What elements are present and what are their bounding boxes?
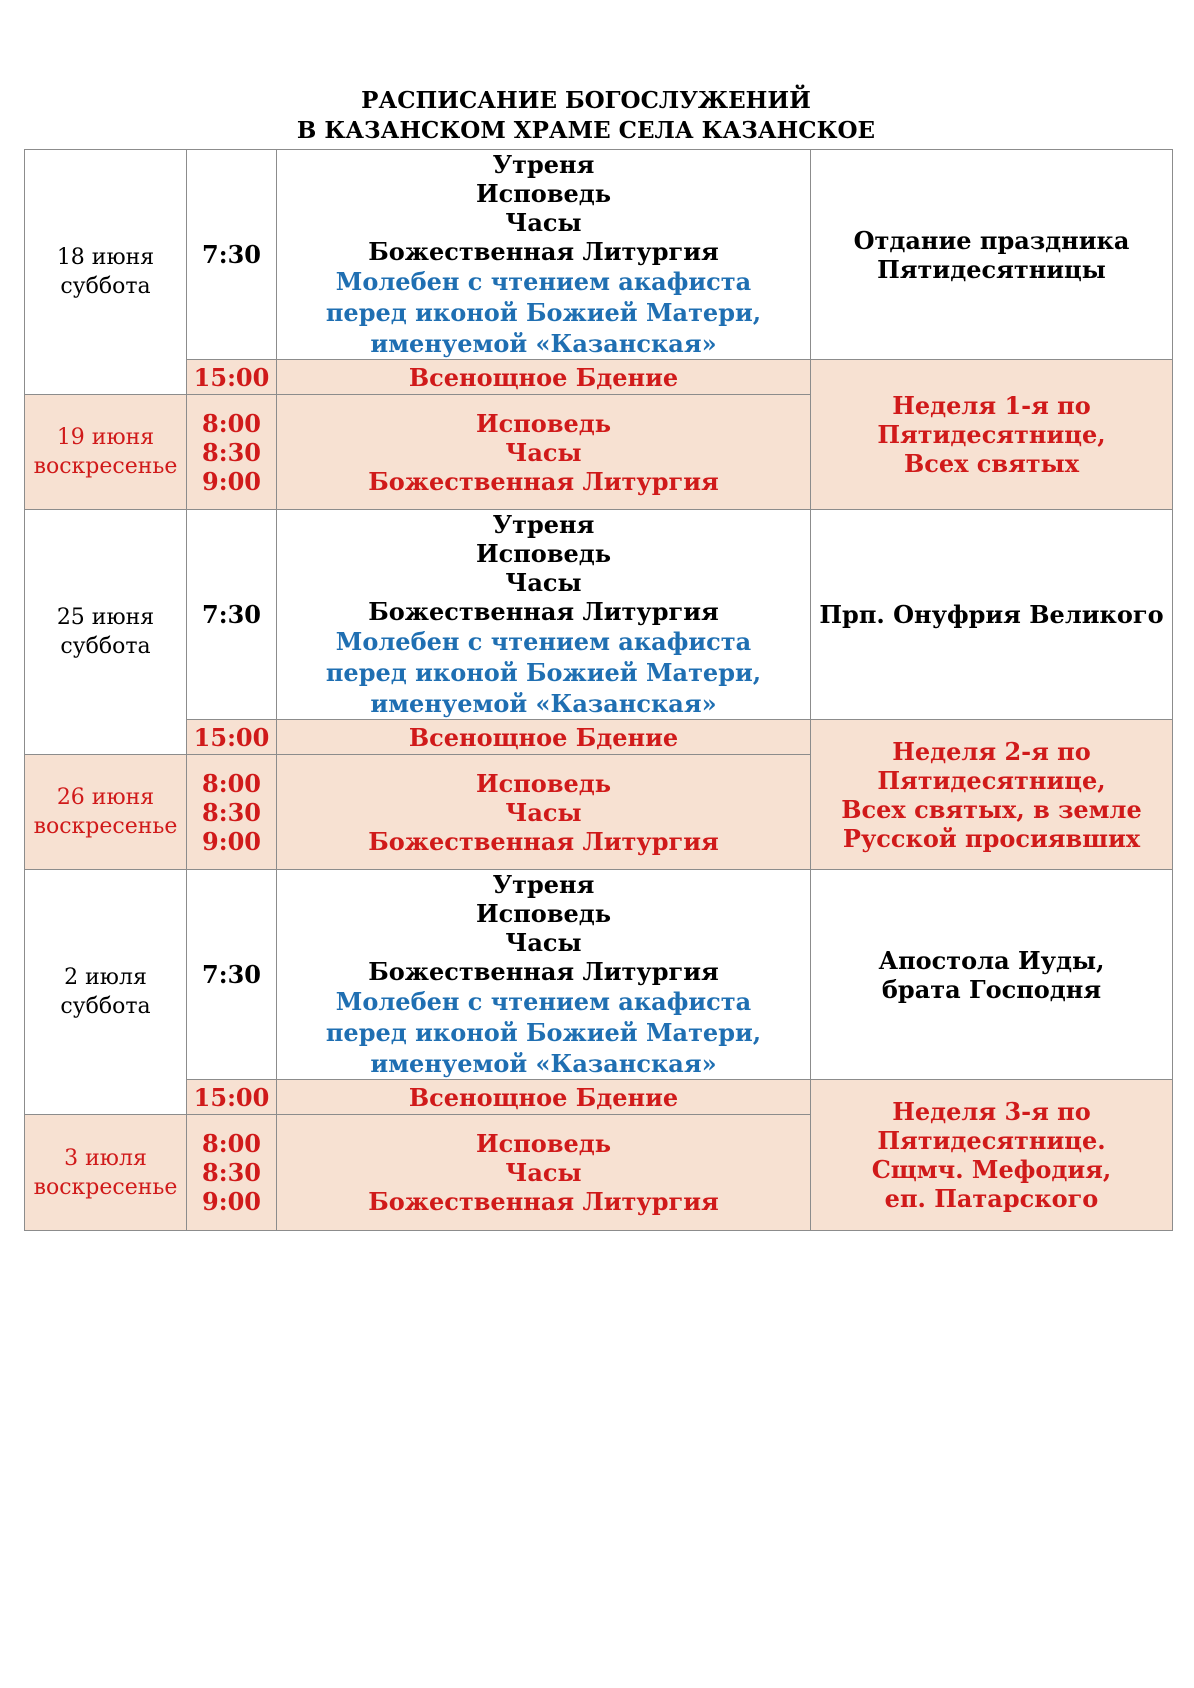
service-item: Утреня — [492, 510, 595, 539]
services-cell — [277, 360, 811, 395]
services-cell — [277, 720, 811, 755]
schedule-table — [24, 149, 1173, 1231]
services-cell — [277, 870, 811, 1080]
date-label: 25 июня — [56, 605, 155, 630]
weekday-label: суббота — [60, 274, 151, 299]
time-label: 9:00 — [202, 1187, 261, 1216]
service-item: Всенощное Бдение — [408, 362, 679, 392]
moleben-line: Молебен с чтением акафиста — [335, 627, 752, 656]
feast-line: Прп. Онуфрия Великого — [819, 600, 1164, 629]
feast-cell — [811, 510, 1173, 720]
feast-cell — [811, 1080, 1173, 1231]
time-cell — [187, 395, 277, 510]
service-item: Исповедь — [475, 539, 612, 568]
moleben-line: именуемой «Казанская» — [370, 1049, 717, 1078]
feast-line: Всех святых, в земле — [841, 794, 1142, 824]
date-cell — [25, 755, 187, 870]
service-item: Часы — [505, 1158, 582, 1187]
time-label: 15:00 — [193, 1082, 270, 1112]
date-cell — [25, 510, 187, 755]
feast-cell — [811, 150, 1173, 360]
date-cell — [25, 150, 187, 395]
weekday-label: воскресенье — [33, 1174, 178, 1200]
time-label: 15:00 — [193, 362, 270, 392]
time-label: 8:00 — [202, 1129, 261, 1158]
service-item: Утреня — [492, 870, 595, 899]
service-item: Божественная Литургия — [368, 957, 719, 986]
time-label: 7:30 — [202, 960, 261, 989]
table-row — [25, 870, 1173, 1080]
services-cell — [277, 1115, 811, 1231]
page-title — [0, 86, 1172, 146]
service-item: Часы — [505, 797, 582, 827]
time-cell — [187, 1080, 277, 1115]
service-item: Божественная Литургия — [368, 237, 719, 266]
moleben-line: именуемой «Казанская» — [370, 689, 717, 718]
moleben-line: перед иконой Божией Матери, — [325, 298, 762, 327]
services-cell — [277, 755, 811, 870]
service-item: Исповедь — [475, 179, 612, 208]
date-cell — [25, 395, 187, 510]
time-cell — [187, 755, 277, 870]
service-item: Часы — [505, 437, 582, 467]
time-label: 8:00 — [202, 408, 261, 438]
feast-line: Пятидесятницы — [877, 254, 1106, 284]
date-label: 3 июля — [64, 1145, 147, 1171]
feast-line: Пятидесятнице, — [877, 420, 1106, 449]
table-row — [25, 150, 1173, 360]
service-item: Исповедь — [475, 899, 612, 928]
feast-line: Апостола Иуды, — [878, 945, 1105, 975]
services-cell — [277, 510, 811, 720]
time-label: 8:30 — [202, 797, 261, 827]
time-cell — [187, 510, 277, 720]
time-cell — [187, 150, 277, 360]
title-line-2: В КАЗАНСКОМ ХРАМЕ СЕЛА КАЗАНСКОЕ — [296, 117, 876, 144]
time-label: 9:00 — [202, 466, 261, 496]
time-cell — [187, 720, 277, 755]
weekday-label: суббота — [60, 634, 151, 659]
feast-cell — [811, 360, 1173, 510]
service-item: Божественная Литургия — [368, 597, 719, 626]
feast-line: Отдание праздника — [853, 225, 1130, 255]
weekday-label: воскресенье — [33, 454, 178, 479]
moleben-line: именуемой «Казанская» — [370, 329, 717, 358]
table-row — [25, 1080, 1173, 1115]
time-label: 8:00 — [202, 768, 261, 798]
table-row — [25, 510, 1173, 720]
services-cell — [277, 150, 811, 360]
time-cell — [187, 1115, 277, 1231]
date-label: 18 июня — [56, 245, 155, 270]
date-label: 2 июля — [64, 965, 147, 990]
service-item: Божественная Литургия — [368, 466, 719, 496]
moleben-line: Молебен с чтением акафиста — [335, 987, 752, 1016]
title-line-1: РАСПИСАНИЕ БОГОСЛУЖЕНИЙ — [361, 87, 811, 114]
weekday-label: воскресенье — [33, 814, 178, 839]
time-label: 7:30 — [202, 240, 261, 269]
table-row — [25, 720, 1173, 755]
table-row — [25, 360, 1173, 395]
moleben-line: перед иконой Божией Матери, — [325, 1018, 762, 1047]
service-item: Утреня — [492, 150, 595, 179]
feast-cell — [811, 870, 1173, 1080]
services-cell — [277, 1080, 811, 1115]
feast-line: Неделя 1-я по — [892, 391, 1091, 420]
feast-line: Сщмч. Мефодия, — [871, 1155, 1112, 1184]
time-cell — [187, 870, 277, 1080]
date-cell — [25, 1115, 187, 1231]
service-item: Божественная Литургия — [368, 1187, 719, 1216]
time-label: 15:00 — [193, 722, 270, 752]
date-label: 26 июня — [56, 785, 155, 810]
service-item: Часы — [505, 568, 582, 597]
feast-line: Пятидесятнице. — [877, 1126, 1106, 1155]
time-label: 9:00 — [202, 826, 261, 856]
time-label: 7:30 — [202, 600, 261, 629]
service-item: Часы — [505, 208, 582, 237]
service-item: Божественная Литургия — [368, 826, 719, 856]
feast-line: Всех святых — [903, 449, 1080, 478]
time-label: 8:30 — [202, 437, 261, 467]
service-item: Исповедь — [475, 408, 612, 438]
feast-line: еп. Патарского — [884, 1184, 1099, 1213]
feast-line: Неделя 2-я по — [892, 736, 1091, 766]
feast-line: брата Господня — [881, 974, 1102, 1004]
service-item: Всенощное Бдение — [408, 722, 679, 752]
service-item: Часы — [505, 928, 582, 957]
moleben-line: перед иконой Божией Матери, — [325, 658, 762, 687]
feast-cell — [811, 720, 1173, 870]
moleben-line: Молебен с чтением акафиста — [335, 267, 752, 296]
date-cell — [25, 870, 187, 1115]
service-item: Всенощное Бдение — [408, 1082, 679, 1112]
feast-line: Неделя 3-я по — [892, 1097, 1091, 1126]
time-label: 8:30 — [202, 1158, 261, 1187]
weekday-label: суббота — [60, 994, 151, 1019]
feast-line: Русской просиявших — [842, 823, 1141, 853]
service-item: Исповедь — [475, 1129, 612, 1158]
service-item: Исповедь — [475, 768, 612, 798]
feast-line: Пятидесятнице, — [877, 765, 1106, 795]
services-cell — [277, 395, 811, 510]
time-cell — [187, 360, 277, 395]
date-label: 19 июня — [56, 425, 155, 450]
